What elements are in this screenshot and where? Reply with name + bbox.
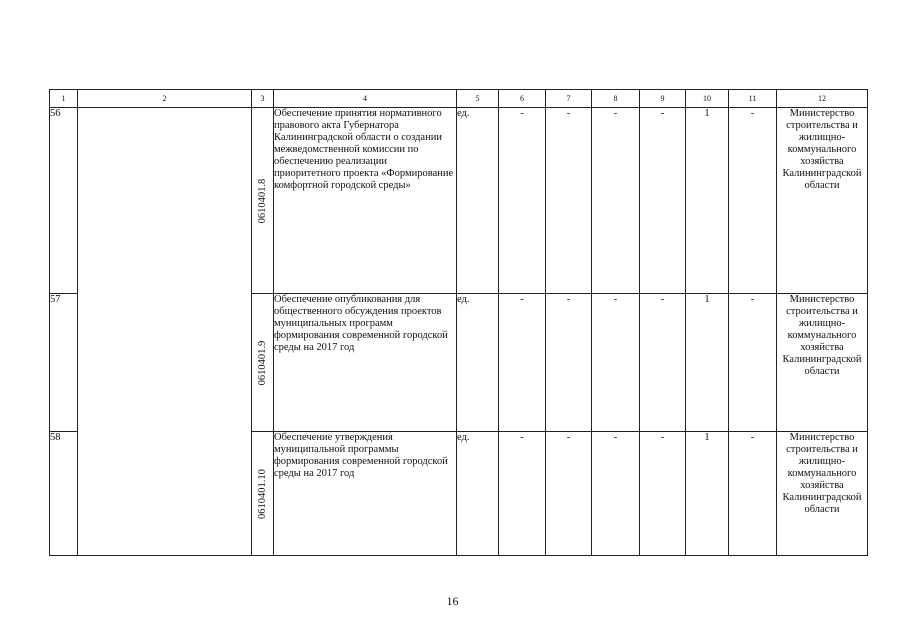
activity-name: Обеспечение принятия нормативного правового акта Губернатора Калининградской области о создании межведомственной комиссии по обеспечению реализации приоритетного проекта «Формирование комфортной городской среды» bbox=[274, 108, 457, 294]
merged-empty-cell bbox=[78, 108, 252, 556]
header-cell-11: 11 bbox=[729, 90, 777, 108]
value-cell-9: - bbox=[640, 294, 686, 432]
value-cell-9: - bbox=[640, 432, 686, 556]
unit-cell: ед. bbox=[457, 108, 499, 294]
activity-code: 0610401.8 bbox=[256, 178, 268, 223]
responsible-org: Министерство строительства и жилищно-коммунального хозяйства Калининградской области bbox=[777, 108, 868, 294]
value-cell-7: - bbox=[546, 432, 592, 556]
value-cell-11: - bbox=[729, 294, 777, 432]
header-cell-10: 10 bbox=[686, 90, 729, 108]
table-header-row bbox=[50, 90, 868, 108]
unit-cell: ед. bbox=[457, 294, 499, 432]
row-number: 58 bbox=[50, 432, 78, 556]
header-cell-4: 4 bbox=[274, 90, 457, 108]
header-cell-8: 8 bbox=[592, 90, 640, 108]
page-number: 16 bbox=[446, 594, 459, 608]
row-number: 56 bbox=[50, 108, 78, 294]
header-cell-12: 12 bbox=[777, 90, 868, 108]
header-cell-1: 1 bbox=[50, 90, 78, 108]
value-cell-6: - bbox=[499, 108, 546, 294]
value-cell-7: - bbox=[546, 108, 592, 294]
header-cell-9: 9 bbox=[640, 90, 686, 108]
value-cell-6: - bbox=[499, 432, 546, 556]
value-cell-10: 1 bbox=[686, 108, 729, 294]
activity-name: Обеспечение опубликования для общественного обсуждения проектов муниципальных программ формирования современной городской среды на 2017 год bbox=[274, 294, 457, 432]
activity-code-cell bbox=[252, 432, 274, 556]
header-cell-2: 2 bbox=[78, 90, 252, 108]
activity-code-cell bbox=[252, 108, 274, 294]
header-cell-5: 5 bbox=[457, 90, 499, 108]
activity-code: 0610401.10 bbox=[256, 468, 268, 519]
activity-name: Обеспечение утверждения муниципальной программы формирования современной городской среды на 2017 год bbox=[274, 432, 457, 556]
value-cell-11: - bbox=[729, 432, 777, 556]
responsible-org: Министерство строительства и жилищно-коммунального хозяйства Калининградской области bbox=[777, 294, 868, 432]
table-row bbox=[50, 108, 868, 294]
value-cell-8: - bbox=[592, 294, 640, 432]
header-cell-7: 7 bbox=[546, 90, 592, 108]
row-number: 57 bbox=[50, 294, 78, 432]
header-cell-6: 6 bbox=[499, 90, 546, 108]
value-cell-10: 1 bbox=[686, 432, 729, 556]
activity-code: 0610401.9 bbox=[256, 340, 268, 385]
value-cell-8: - bbox=[592, 108, 640, 294]
value-cell-9: - bbox=[640, 108, 686, 294]
program-activities-table bbox=[49, 89, 868, 556]
responsible-org: Министерство строительства и жилищно-коммунального хозяйства Калининградской области bbox=[777, 432, 868, 556]
header-cell-3: 3 bbox=[252, 90, 274, 108]
value-cell-8: - bbox=[592, 432, 640, 556]
unit-cell: ед. bbox=[457, 432, 499, 556]
value-cell-7: - bbox=[546, 294, 592, 432]
value-cell-11: - bbox=[729, 108, 777, 294]
value-cell-10: 1 bbox=[686, 294, 729, 432]
activity-code-cell bbox=[252, 294, 274, 432]
value-cell-6: - bbox=[499, 294, 546, 432]
